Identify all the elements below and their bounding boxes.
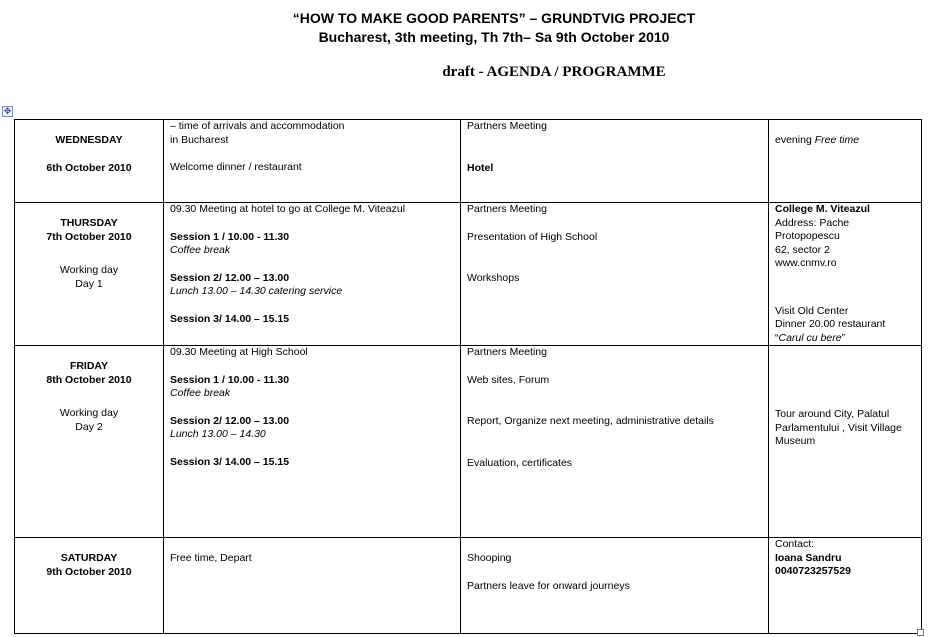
day-date: 7th October 2010	[46, 230, 132, 243]
contact-label: Contact:	[775, 538, 815, 550]
agenda-table	[14, 119, 922, 634]
session-line: Session 1 / 10.00 - 11.30	[170, 230, 290, 243]
program-line: Free time, Depart	[170, 552, 252, 564]
notes-cell	[769, 538, 922, 634]
notes-cell	[769, 120, 922, 203]
program-cell	[164, 346, 461, 538]
break-line: Lunch 13.00 – 14.30 catering service	[170, 285, 343, 297]
break-line: Coffee break	[170, 387, 231, 399]
meeting-line: Evaluation, certificates	[467, 456, 573, 469]
document-title: “HOW TO MAKE GOOD PARENTS” – GRUNDTVIG PROJECT	[292, 10, 696, 26]
program-cell	[164, 538, 461, 634]
program-line: in Bucharest	[170, 133, 229, 146]
day-cell	[15, 203, 164, 346]
notes-line: Visit Old Center	[775, 304, 849, 317]
program-line: – time of arrivals and accommodation	[170, 120, 345, 132]
session-line: Session 3/ 14.00 – 15.15	[170, 455, 290, 468]
meeting-line: Workshops	[467, 272, 520, 284]
day-number: Day 2	[75, 420, 103, 433]
contact-name: Ioana Sandru	[775, 551, 842, 564]
program-cell	[164, 203, 461, 346]
day-name: FRIDAY	[69, 360, 109, 372]
program-line: 09.30 Meeting at High School	[170, 346, 308, 358]
working-day-label: Working day	[59, 407, 119, 419]
day-name: THURSDAY	[60, 217, 118, 229]
break-line: Coffee break	[170, 244, 231, 256]
meeting-line: Partners Meeting	[467, 346, 547, 358]
meeting-line: Web sites, Forum	[467, 373, 550, 386]
meeting-line: Report, Organize next meeting, administrative details	[467, 415, 714, 427]
break-line: Lunch 13.00 – 14.30	[170, 428, 266, 440]
day-date: 9th October 2010	[46, 565, 132, 578]
notes-cell	[769, 346, 922, 538]
meeting-line: Shooping	[467, 552, 512, 564]
college-name: College M. Viteazul	[775, 203, 870, 215]
program-line: 09.30 Meeting at hotel to go at College M. Viteazul	[170, 203, 406, 215]
address-line: Address: Pache Protopopescu	[775, 216, 850, 242]
agenda-heading: draft - AGENDA / PROGRAMME	[442, 64, 666, 80]
table-row	[15, 203, 922, 346]
table-resize-handle[interactable]	[917, 629, 924, 636]
working-day-label: Working day	[59, 264, 119, 276]
meeting-line: Partners Meeting	[467, 203, 547, 215]
meeting-line: Partners Meeting	[467, 120, 547, 132]
meeting-line: Presentation of High School	[467, 230, 598, 243]
meeting-cell	[461, 538, 769, 634]
meeting-line: Partners leave for onward journeys	[467, 579, 630, 592]
session-line: Session 2/ 12.00 – 13.00	[170, 271, 290, 284]
session-line: Session 3/ 14.00 – 15.15	[170, 312, 290, 325]
day-name: WEDNESDAY	[55, 134, 123, 146]
meeting-cell	[461, 120, 769, 203]
table-row	[15, 538, 922, 634]
day-cell	[15, 346, 164, 538]
table-move-handle-icon[interactable]: ✥	[3, 106, 12, 116]
session-line: Session 1 / 10.00 - 11.30	[170, 373, 290, 386]
meeting-cell	[461, 203, 769, 346]
meeting-location: Hotel	[467, 161, 494, 174]
notes-line: Dinner 20.00 restaurant “Carul cu bere”	[775, 318, 886, 344]
contact-phone: 0040723257529	[775, 565, 851, 577]
meeting-cell	[461, 346, 769, 538]
session-line: Session 2/ 12.00 – 13.00	[170, 414, 290, 427]
table-row	[15, 120, 922, 203]
program-line: Welcome dinner / restaurant	[170, 161, 302, 173]
document-subtitle: Bucharest, 3th meeting, Th 7th– Sa 9th October 2010	[318, 29, 670, 45]
day-cell	[15, 120, 164, 203]
day-date: 8th October 2010	[46, 373, 132, 386]
address-line: 62, sector 2	[775, 243, 830, 256]
website-link[interactable]: www.cnmv.ro	[775, 257, 837, 269]
program-cell	[164, 120, 461, 203]
day-name: SATURDAY	[60, 552, 118, 564]
notes-line: Tour around City, Palatul Parlamentului , Visit Village Museum	[775, 408, 902, 447]
notes-line: evening Free time	[775, 134, 860, 146]
table-row	[15, 346, 922, 538]
day-number: Day 1	[75, 277, 103, 290]
day-date: 6th October 2010	[46, 161, 132, 174]
notes-cell	[769, 203, 922, 346]
day-cell	[15, 538, 164, 634]
